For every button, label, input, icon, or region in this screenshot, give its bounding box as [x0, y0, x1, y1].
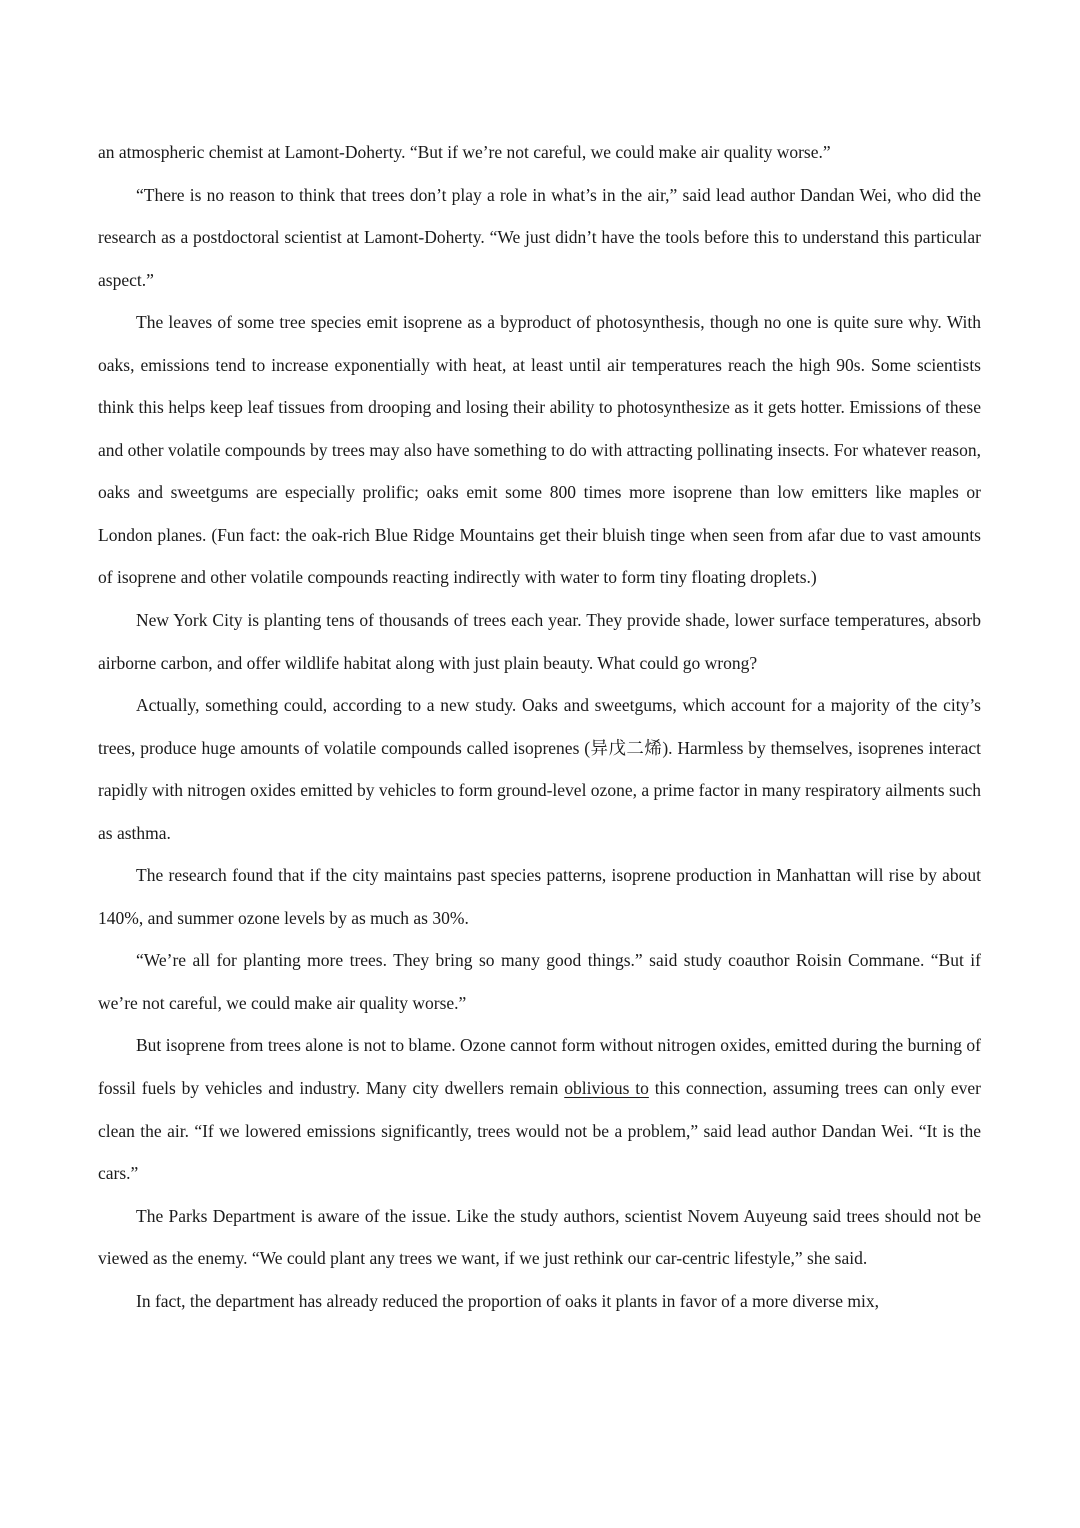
paragraph-5: Actually, something could, according to a new study. Oaks and sweetgums, which account for a majority of the city’s trees, produce huge amounts of volatile compounds called isoprenes (异戊二烯). Harmless by themselves, isoprenes interact rapidly with nitrogen oxides emitted by vehicles to form ground-level ozone, a prime factor in many respiratory ailments such as asthma.: [98, 695, 982, 843]
paragraph-3: The leaves of some tree species emit isoprene as a byproduct of photosynthesis, though no one is quite sure why. With oaks, emissions tend to increase exponentially with heat, at least until air temperatures reach the high 90s. Some scientists think this helps keep leaf tissues from drooping and losing their ability to photosynthesize as it gets hotter. Emissions of these and other volatile compounds by trees may also have something to do with attracting pollinating insects. For whatever reason, oaks and sweetgums are especially prolific; oaks emit some 800 times more isoprene than low emitters like maples or London planes. (Fun fact: the oak-rich Blue Ridge Mountains get their bluish tinge when seen from afar due to vast amounts of isoprene and other volatile compounds reacting indirectly with water to form tiny floating droplets.): [98, 312, 981, 588]
paragraph-2: “There is no reason to think that trees don’t play a role in what’s in the air,” said lead author Dandan Wei, who did the research as a postdoctoral scientist at Lamont-Doherty. “We just didn’t have the tools before this to understand this particular aspect.”: [98, 184, 981, 290]
paragraph-8-lead: But isoprene from trees alone is not to blame. Ozone cannot form without nitrogen oxides, emitted during the burning of fossil fuels by vehicles and industry. Many city dwellers remain: [98, 1035, 981, 1099]
underlined-phrase: oblivious to: [564, 1078, 649, 1099]
paragraph-7: “We’re all for planting more trees. They bring so many good things.” said study coauthor Roisin Commane. “But if we’re not careful, we could make air quality worse.”: [98, 950, 981, 1013]
paragraph-10: In fact, the department has already reduced the proportion of oaks it plants in favor of a more diverse mix,: [136, 1290, 880, 1311]
paragraph-1: an atmospheric chemist at Lamont-Doherty. “But if we’re not careful, we could make air quality worse.”: [98, 142, 831, 162]
paragraph-4: New York City is planting tens of thousands of trees each year. They provide shade, lower surface temperatures, absorb airborne carbon, and offer wildlife habitat along with just plain beauty. What could go wrong?: [98, 610, 981, 673]
paragraph-8-tail: this connection, assuming trees can only ever clean the air. “If we lowered emissions significantly, trees would not be a problem,” said lead author Dandan Wei. “It is the cars.”: [98, 1078, 981, 1184]
paragraph-6: The research found that if the city maintains past species patterns, isoprene production in Manhattan will rise by about 140%, and summer ozone levels by as much as 30%.: [98, 865, 981, 928]
paragraph-9: The Parks Department is aware of the issue. Like the study authors, scientist Novem Auyeung said trees should not be viewed as the enemy. “We could plant any trees we want, if we just rethink our car-centric lifestyle,” she said.: [98, 1205, 981, 1269]
paragraph-8: [98, 1024, 981, 1194]
article-body: [98, 131, 981, 1322]
